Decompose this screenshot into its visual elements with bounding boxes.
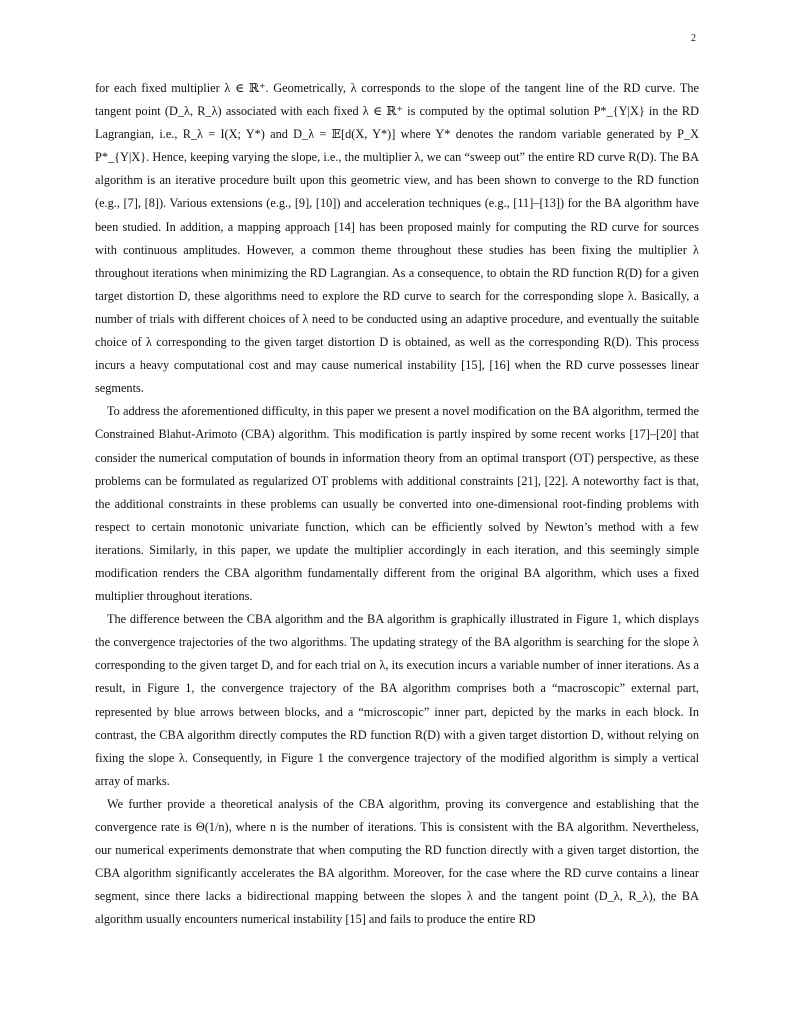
paragraph-3: The difference between the CBA algorithm and the BA algorithm is graphically illustrated in Figure 1, which displays the convergence trajectories of the two algorithms. The updating strategy of the BA algorithm is searching for the slope λ corresponding to the given target D, and for each trial on λ, its execution incurs a variable number of inner iterations. As a result, in Figure 1, the convergence trajectory of the BA algorithm comprises both a “macroscopic” external part, represented by blue arrows between blocks, and a “microscopic” inner part, depicted by the marks in each block. In contrast, the CBA algorithm directly computes the RD function R(D) with a given target distortion D, without relying on fixing the slope λ. Consequently, in Figure 1 the convergence trajectory of the modified algorithm is simply a vertical array of marks.	[95, 612, 699, 788]
paragraph-1: for each fixed multiplier λ ∈ ℝ⁺. Geometrically, λ corresponds to the slope of the tangent line of the RD curve. The tangent point (D_λ, R_λ) associated with each fixed λ ∈ ℝ⁺ is computed by the optimal solution P*_{Y|X} in the RD Lagrangian, i.e., R_λ = I(X; Y*) and D_λ = 𝔼[d(X, Y*)] where Y* denotes the random variable generated by P_X P*_{Y|X}. Hence, keeping varying the slope, i.e., the multiplier λ, we can “sweep out” the entire RD curve R(D). The BA algorithm is an iterative procedure built upon this geometric view, and has been shown to converge to the RD function (e.g., [7], [8]). Various extensions (e.g., [9], [10]) and acceleration techniques (e.g., [11]–[13]) for the BA algorithm have been studied. In addition, a mapping approach [14] has been proposed mainly for computing the RD curve for sources with continuous amplitudes. However, a common theme throughout these studies has been fixing the multiplier λ throughout iterations when minimizing the RD Lagrangian. As a consequence, to obtain the RD function R(D) for a given target distortion D, these algorithms need to explore the RD curve to search for the corresponding slope λ. Basically, a number of trials with different choices of λ need to be conducted using an adaptive procedure, and eventually the suitable choice of λ corresponding to the given target distortion D is obtained, as well as the corresponding R(D). This process incurs a heavy computational cost and may cause numerical instability [15], [16] when the RD curve possesses linear segments.	[95, 81, 699, 396]
page-number: 2	[691, 33, 696, 44]
body-text	[95, 77, 699, 931]
paragraph-2: To address the aforementioned difficulty, in this paper we present a novel modification on the BA algorithm, termed the Constrained Blahut-Arimoto (CBA) algorithm. This modification is partly inspired by some recent works [17]–[20] that consider the numerical computation of bounds in information theory from an optimal transport (OT) perspective, as these problems can be formulated as regularized OT problems with additional constraints [21], [22]. A noteworthy fact is that, the additional constraints in these problems can usually be converted into one-dimensional root-finding problems with respect to certain monotonic univariate function, which can be efficiently solved by Newton’s method with a few iterations. Similarly, in this paper, we update the multiplier accordingly in each iteration, and this seemingly simple modification renders the CBA algorithm fundamentally different from the original BA algorithm, which uses a fixed multiplier throughout iterations.	[95, 404, 699, 604]
paragraph-4: We further provide a theoretical analysis of the CBA algorithm, proving its convergence and establishing that the convergence rate is Θ(1/n), where n is the number of iterations. This is consistent with the BA algorithm. Nevertheless, our numerical experiments demonstrate that when computing the RD function directly with a given target distortion, the CBA algorithm significantly accelerates the BA algorithm. Moreover, for the case where the RD curve contains a linear segment, since there lacks a bidirectional mapping between the slopes λ and the tangent point (D_λ, R_λ), the BA algorithm usually encounters numerical instability [15] and fails to produce the entire RD	[95, 796, 699, 927]
